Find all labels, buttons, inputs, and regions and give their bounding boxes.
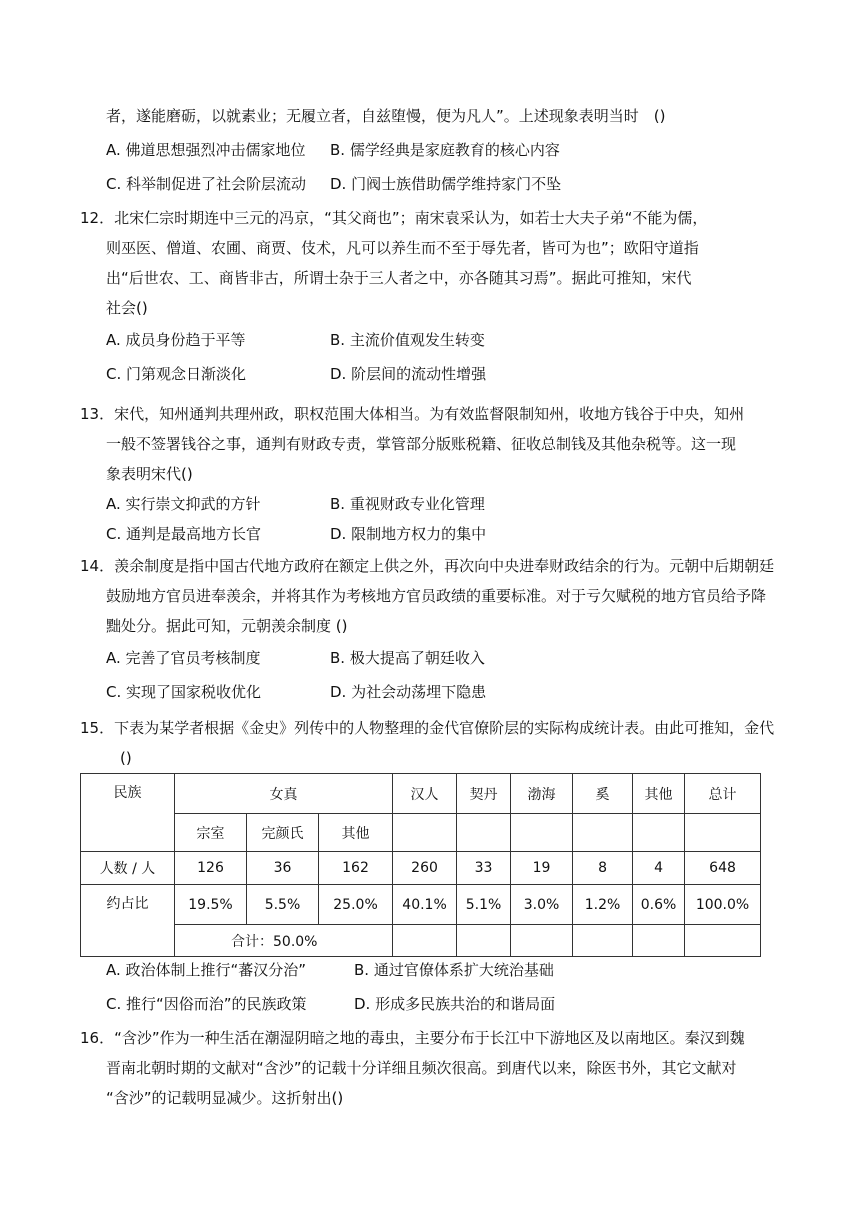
q14-option-c: C. 实现了国家税收优化 [106, 683, 262, 701]
q12-stem-line: 社会() [106, 299, 148, 317]
header-group: 渤海 [511, 774, 573, 814]
percent-cell: 40.1% [393, 885, 457, 925]
q12-option-b: B. 主流价值观发生转变 [330, 331, 485, 349]
q13-option-d: D. 限制地方权力的集中 [330, 525, 487, 543]
header-group: 契丹 [457, 774, 511, 814]
statistics-table [80, 773, 761, 957]
subheader: 其他 [319, 814, 393, 852]
header-group: 其他 [633, 774, 685, 814]
q13-option-a: A. 实行崇文抑武的方针 [106, 495, 261, 513]
q12-stem-line: 出“后世农、工、商皆非古，所谓士杂于三人者之中，亦各随其习焉”。据此可推知，宋代 [106, 269, 692, 287]
header-group: 汉人 [393, 774, 457, 814]
q11-stem-tail: 者，遂能磨砺，以就素业；无履立者，自兹堕慢，便为凡人”。上述现象表明当时 () [106, 107, 666, 125]
percent-cell: 5.1% [457, 885, 511, 925]
header-group: 总计 [685, 774, 761, 814]
q14-stem-line: 14．羡余制度是指中国古代地方政府在额定上供之外，再次向中央进奉财政结余的行为。元朝中后期朝廷 [80, 557, 775, 575]
q15-stem-line: () [120, 749, 132, 767]
count-cell: 4 [633, 852, 685, 885]
q14-stem-line: 鼓励地方官员进奉羡余，并将其作为考核地方官员政绩的重要标准。对于亏欠赋税的地方官员给予降 [106, 587, 767, 605]
count-cell: 36 [247, 852, 319, 885]
q13-option-c: C. 通判是最高地方长官 [106, 525, 262, 543]
q11-option-a: A. 佛道思想强烈冲击儒家地位 [106, 141, 306, 159]
q12-stem-line: 12．北宋仁宗时期连中三元的冯京，“其父商也”；南宋袁采认为，如若士大夫子弟“不能为儒， [80, 209, 708, 227]
nuzhen-subtotal: 合计：50.0% [175, 925, 393, 957]
count-cell: 126 [175, 852, 247, 885]
percent-cell: 25.0% [319, 885, 393, 925]
count-cell: 648 [685, 852, 761, 885]
percent-cell: 3.0% [511, 885, 573, 925]
row-label-percent: 约占比 [81, 885, 175, 957]
q12-option-c: C. 门第观念日渐淡化 [106, 365, 247, 383]
count-cell: 19 [511, 852, 573, 885]
percent-cell: 100.0% [685, 885, 761, 925]
row-label-count: 人数 / 人 [81, 852, 175, 885]
q15-option-a: A. 政治体制上推行“蕃汉分治” [106, 961, 307, 979]
header-ethnicity: 民族 [81, 774, 175, 852]
subheader: 宗室 [175, 814, 247, 852]
q12-option-d: D. 阶层间的流动性增强 [330, 365, 487, 383]
percent-cell: 19.5% [175, 885, 247, 925]
percent-cell: 5.5% [247, 885, 319, 925]
q16-stem-line: “含沙”的记载明显减少。这折射出() [106, 1089, 344, 1107]
q12-stem-line: 则巫医、僧道、农圃、商贾、伎术，凡可以养生而不至于辱先者，皆可为也”；欧阳守道指 [106, 239, 699, 257]
header-group: 奚 [573, 774, 633, 814]
q14-stem-line: 黜处分。据此可知，元朝羡余制度 () [106, 617, 348, 635]
q14-option-a: A. 完善了官员考核制度 [106, 649, 261, 667]
q15-option-b: B. 通过官僚体系扩大统治基础 [354, 961, 554, 979]
percent-cell: 1.2% [573, 885, 633, 925]
count-cell: 8 [573, 852, 633, 885]
subheader: 完颜氏 [247, 814, 319, 852]
count-cell: 260 [393, 852, 457, 885]
q13-stem-line: 象表明宋代() [106, 465, 193, 483]
q15-stem-line: 15．下表为某学者根据《金史》列传中的人物整理的金代官僚阶层的实际构成统计表。由此可推知，金代 [80, 719, 775, 737]
q11-option-b: B. 儒学经典是家庭教育的核心内容 [330, 141, 560, 159]
header-nuzhen: 女真 [175, 774, 393, 814]
q13-option-b: B. 重视财政专业化管理 [330, 495, 485, 513]
q11-option-c: C. 科举制促进了社会阶层流动 [106, 175, 307, 193]
q14-option-d: D. 为社会动荡埋下隐患 [330, 683, 487, 701]
q15-option-d: D. 形成多民族共治的和谐局面 [354, 995, 556, 1013]
q13-stem-line: 一般不签署钱谷之事，通判有财政专责，掌管部分版账税籍、征收总制钱及其他杂税等。这一现 [106, 435, 737, 453]
q11-option-d: D. 门阀士族借助儒学维持家门不坠 [330, 175, 562, 193]
q14-option-b: B. 极大提高了朝廷收入 [330, 649, 485, 667]
q16-stem-line: 晋南北朝时期的文献对“含沙”的记载十分详细且频次很高。到唐代以来，除医书外，其它文献对 [106, 1059, 737, 1077]
q12-option-a: A. 成员身份趋于平等 [106, 331, 246, 349]
q13-stem-line: 13．宋代，知州通判共理州政，职权范围大体相当。为有效监督限制知州，收地方钱谷于中央，知州 [80, 405, 745, 423]
q15-option-c: C. 推行“因俗而治”的民族政策 [106, 995, 307, 1013]
q16-stem-line: 16．“含沙”作为一种生活在潮湿阴暗之地的毒虫，主要分布于长江中下游地区及以南地区。秦汉到魏 [80, 1029, 745, 1047]
percent-cell: 0.6% [633, 885, 685, 925]
count-cell: 33 [457, 852, 511, 885]
count-cell: 162 [319, 852, 393, 885]
